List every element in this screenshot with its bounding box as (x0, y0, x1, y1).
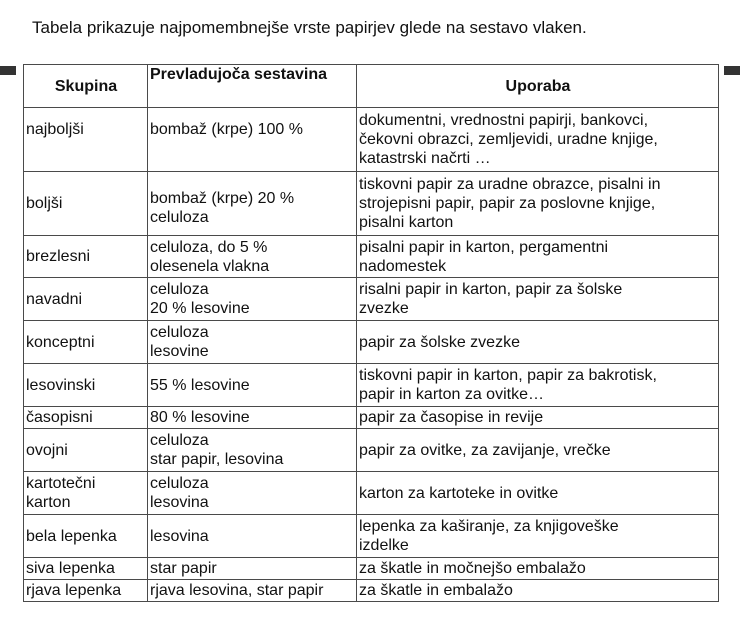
table-row (24, 472, 719, 515)
cell-uporaba: za škatle in močnejšo embalažo (357, 558, 719, 580)
cell-uporaba: karton za kartoteke in ovitke (357, 472, 719, 515)
cell-skupina: lesovinski (24, 364, 148, 407)
cell-skupina: kartotečni karton (24, 472, 148, 515)
table-header-row (24, 65, 719, 108)
cell-uporaba: pisalni papir in karton, pergamentni nadomestek (357, 236, 719, 278)
table-row (24, 172, 719, 236)
cell-sestavina: 80 % lesovine (148, 407, 357, 429)
intro-text: Tabela prikazuje najpomembnejše vrste papirjev glede na sestavo vlaken. (32, 18, 587, 37)
cell-sestavina: rjava lesovina, star papir (148, 580, 357, 602)
cell-uporaba: tiskovni papir za uradne obrazce, pisalni in strojepisni papir, papir za poslovne knjige, pisalni karton (357, 172, 719, 236)
table-row (24, 364, 719, 407)
table-row (24, 558, 719, 580)
table-row (24, 515, 719, 558)
cell-uporaba: dokumentni, vrednostni papirji, bankovci, čekovni obrazci, zemljevidi, uradne knjige, katastrski načrti … (357, 108, 719, 172)
right-edge-marker (724, 66, 740, 75)
cell-skupina: brezlesni (24, 236, 148, 278)
table-row (24, 429, 719, 472)
cell-uporaba: papir za časopise in revije (357, 407, 719, 429)
cell-sestavina: bombaž (krpe) 100 % (148, 108, 357, 172)
cell-skupina: bela lepenka (24, 515, 148, 558)
cell-skupina: najboljši (24, 108, 148, 172)
cell-uporaba: papir za šolske zvezke (357, 321, 719, 364)
header-skupina: Skupina (24, 65, 148, 108)
cell-sestavina: star papir (148, 558, 357, 580)
cell-uporaba: papir za ovitke, za zavijanje, vrečke (357, 429, 719, 472)
cell-skupina: rjava lepenka (24, 580, 148, 602)
header-sestavina: Prevladujoča sestavina (148, 65, 357, 108)
table-row (24, 236, 719, 278)
cell-skupina: siva lepenka (24, 558, 148, 580)
table-row (24, 580, 719, 602)
cell-skupina: časopisni (24, 407, 148, 429)
paper-types-table (23, 64, 719, 602)
cell-sestavina: celuloza, do 5 % olesenela vlakna (148, 236, 357, 278)
cell-uporaba: tiskovni papir in karton, papir za bakrotisk, papir in karton za ovitke… (357, 364, 719, 407)
cell-uporaba: za škatle in embalažo (357, 580, 719, 602)
cell-sestavina: celuloza star papir, lesovina (148, 429, 357, 472)
cell-sestavina: bombaž (krpe) 20 % celuloza (148, 172, 357, 236)
cell-skupina: navadni (24, 278, 148, 321)
cell-uporaba: risalni papir in karton, papir za šolske zvezke (357, 278, 719, 321)
cell-skupina: boljši (24, 172, 148, 236)
cell-skupina: konceptni (24, 321, 148, 364)
cell-skupina: ovojni (24, 429, 148, 472)
table-row (24, 278, 719, 321)
cell-sestavina: celuloza lesovine (148, 321, 357, 364)
cell-uporaba: lepenka za kaširanje, za knjigoveške izdelke (357, 515, 719, 558)
cell-sestavina: celuloza 20 % lesovine (148, 278, 357, 321)
cell-sestavina: 55 % lesovine (148, 364, 357, 407)
table-row (24, 407, 719, 429)
left-edge-marker (0, 66, 16, 75)
table-row (24, 321, 719, 364)
cell-sestavina: celuloza lesovina (148, 472, 357, 515)
table-row (24, 108, 719, 172)
header-uporaba: Uporaba (357, 65, 719, 108)
cell-sestavina: lesovina (148, 515, 357, 558)
